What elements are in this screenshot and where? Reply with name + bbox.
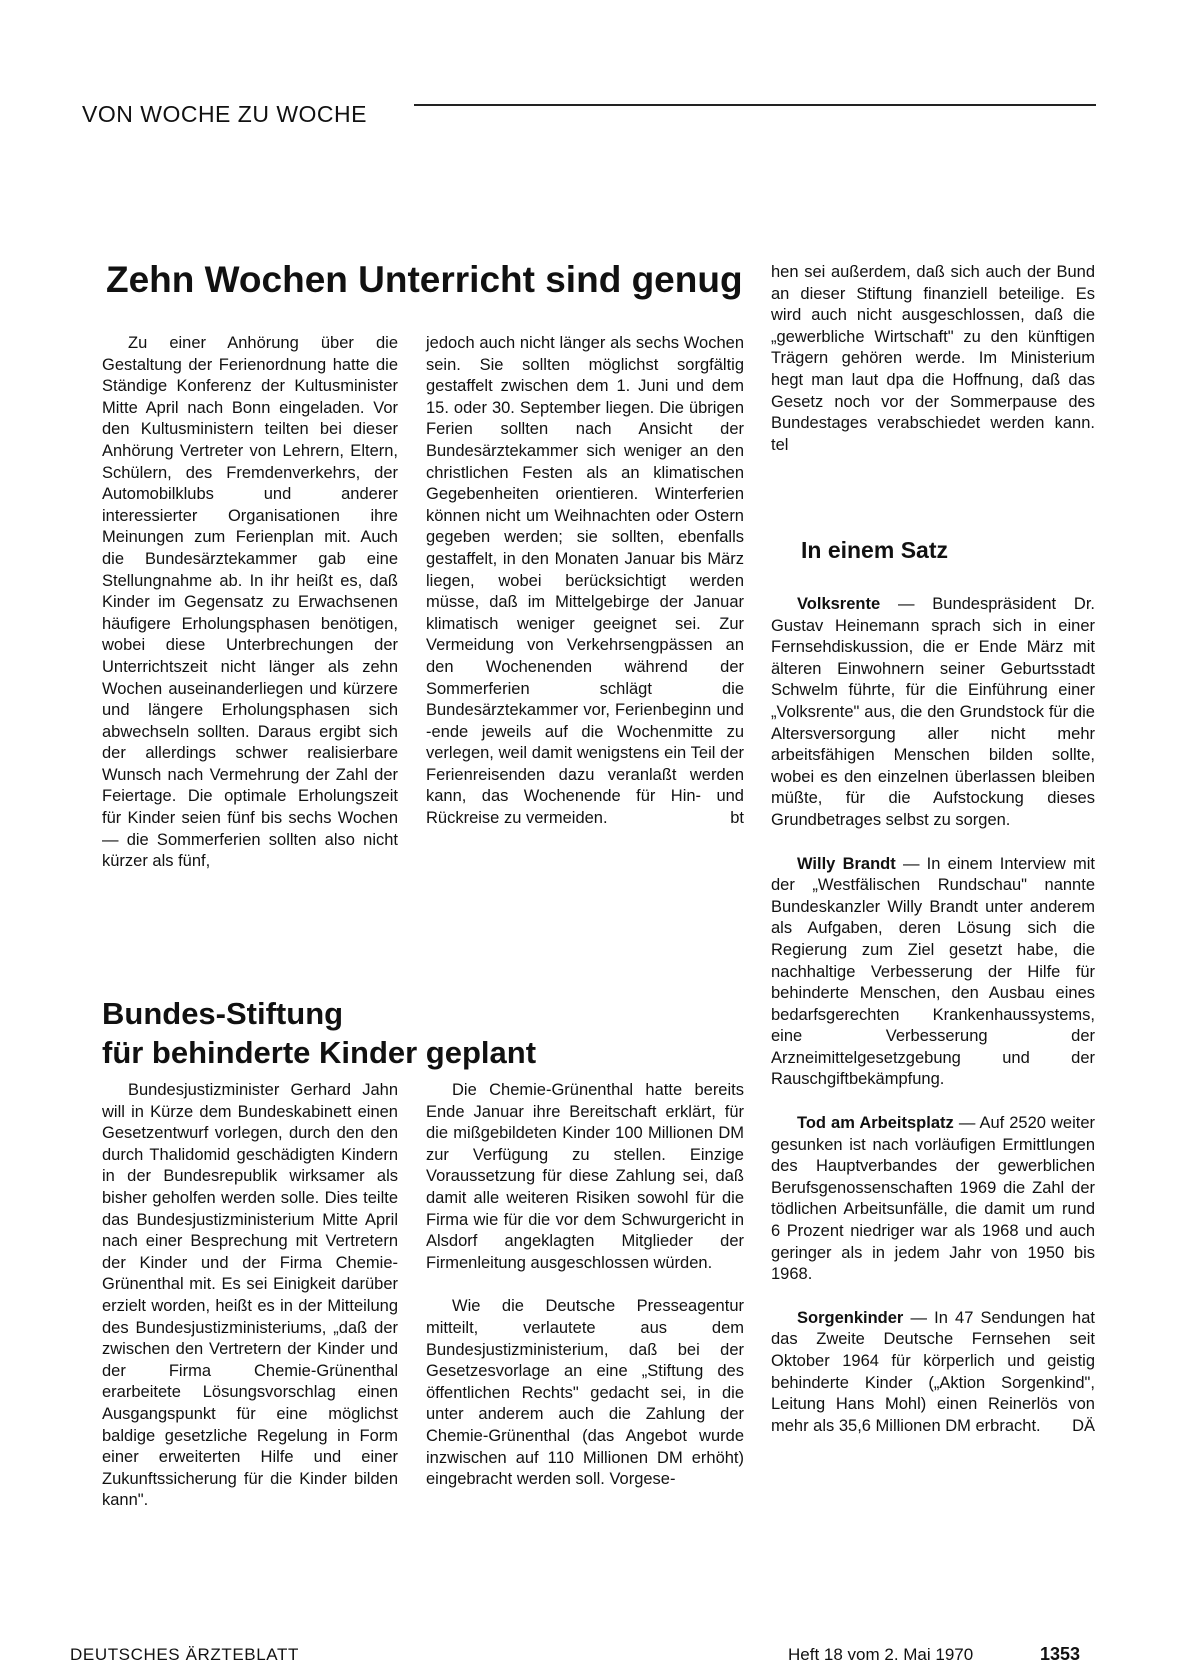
article2-column-1 [102,1080,398,1512]
news-item [771,1308,1095,1438]
article2-column-2 [426,1080,744,1491]
article1-col1-text: Zu einer Anhörung über die Gestaltung der Ferienordnung hatte die Ständige Konferenz der Kultusminister Mitte April nach Bonn eingeladen. Vor den Kultusministern teilten bei dieser Anhörung Vertreter von Lehrern, Eltern, Schülern, des Fremdenverkehrs, der Automobilklubs und anderer interessierter Organisationen ihre Meinungen zum Ferienplan mit. Auch die Bundesärztekammer gab eine Stellungnahme ab. In ihr heißt es, daß Kinder im Gegensatz zu Erwachsenen häufigere Erholungsphasen benötigen, wobei diese Unterbrechungen der Unterrichtszeit nicht länger als zehn Wochen auseinanderliegen und kürzere und längere Erholungsphasen sich abwechseln sollten. Daraus ergibt sich der allerdings schwer realisierbare Wunsch nach Vermehrung der Zahl der Feiertage. Die optimale Erholungszeit für Kinder seien fünf bis sechs Wochen — die Sommerferien sollten also nicht kürzer als fünf, [102,334,398,871]
article2-title-line2: für behinderte Kinder geplant [102,1035,537,1070]
article2-column-3 [771,262,1095,456]
article2-col2-p2: Wie die Deutsche Presseagentur mitteilt, verlautete aus dem Bundesjustizministerium, daß bei der Gesetzesvorlage an eine „Stiftung des öffentlichen Rechts" gedacht sei, in die unter anderem auch die Zahlung der Chemie-Grünenthal (das Angebot wurde inzwischen auf 110 Millionen DM erhöht) eingebracht werden soll. Vorgese- [426,1297,744,1489]
page-number: 1353 [1040,1644,1081,1664]
footer-journal: DEUTSCHES ÄRZTEBLATT [70,1645,299,1664]
rubric-rule [414,104,1096,106]
news-item-keyword: Sorgenkinder [797,1308,904,1327]
article1-col2-text: jedoch auch nicht länger als sechs Wochen sein. Sie sollten möglichst sorgfältig gestaffelt zwischen dem 1. Juni und dem 15. oder 30. September liegen. Die übrigen Ferien sollten nach Ansicht der Bundesärztekammer sich weniger an den christlichen Festen als an klimatischen Gegebenheiten orientieren. Winterferien können nicht um Weihnachten oder Ostern gegeben werden; sie sollten, ebenfalls gestaffelt, in den Monaten Januar bis März liegen, wobei berücksichtigt werden müsse, daß im Mittelgebirge der Januar klimatisch weniger geeignet sei. Zur Vermeidung von Verkehrsengpässen an den Wochenenden während der Sommerferien schlägt die Bundesärztekammer vor, Ferienbeginn und -ende jeweils auf die Wochenmitte zu verlegen, weil damit wenigstens ein Teil der Ferienreisenden dazu veranlaßt werden kann, das Wochenende für Hin- und Rückreise zu vermeiden. bt [426,333,744,830]
article1-column-2 [426,333,744,830]
news-item-text: — Auf 2520 weiter gesunken ist nach vorläufigen Ermittlungen des Hauptverbandes der gewerblichen Berufsgenossenschaften 1969 die Zahl der tödlichen Arbeitsunfälle, die damit um rund 6 Prozent niedriger war als 1968 und auch geringer als in jedem Jahr von 1950 bis 1968. [771,1114,1095,1284]
article1-author: bt [730,809,744,828]
news-item-keyword: Volksrente [797,595,881,613]
news-item [771,594,1095,832]
news-item-keyword: Tod am Arbeitsplatz [797,1114,954,1133]
section-rubric: VON WOCHE ZU WOCHE [82,101,367,127]
news-item-keyword: Willy Brandt [797,854,896,873]
news-item [771,1113,1095,1286]
article2-title [102,994,536,1072]
news-item-text: — In einem Interview mit der „Westfälischen Rundschau" nannte Bundeskanzler Willy Brandt unter anderem als Aufgaben, deren Lösung sich die Regierung zum Ziel gesetzt habe, die nachhaltige Verbesserung der Hilfe für behinderte Menschen, den Ausbau eines bedarfsgerechten Krankenhaussystems, eine Verbesserung der Arzneimittelgesetzgebung und der Rauschgiftbekämpfung. [771,854,1095,1089]
article2-title-line1: Bundes-Stiftung [102,996,344,1031]
footer-issue: Heft 18 vom 2. Mai 1970 [788,1645,974,1664]
article1-column-1 [102,333,398,873]
article2-col1-text: Bundesjustizminister Gerhard Jahn will in Kürze dem Bundeskabinett einen Gesetzentwurf vorlegen, durch den den durch Thalidomid geschädigten Kindern in der Bundesrepublik wirksamer als bisher geholfen werden solle. Dies teilte das Bundesjustizministerium Mitte April nach einer Besprechung mit Vertretern der Kinder und der Firma Chemie-Grünenthal mit. Es sei Einigkeit darüber erzielt worden, heißt es in der Mitteilung des Bundesjustizministeriums, „daß der zwischen den Vertretern der Kinder und der Firma Chemie-Grünenthal erarbeitete Lösungsvorschlag einen Ausgangspunkt für eine möglichst baldige gesetzliche Regelung in Form einer erweiterten Hilfe und einer Zukunftssicherung für die Kinder bilden kann". [102,1081,398,1510]
in-einem-satz-author: DÄ [1072,1416,1095,1435]
news-item-text: — Bundespräsident Dr. Gustav Heinemann sprach sich in einer Fernsehdiskussion, die er Ende März mit älteren Einwohnern seiner Geburtsstadt Schwelm führte, für die Einführung einer „Volksrente" aus, die den Grundstock für die Altersversorgung aller nicht mehr arbeitsfähigen Menschen bilden sollte, wobei es den einzelnen überlassen bleiben müßte, für die Aufstockung dieses Grundbetrages selbst zu sorgen. [771,595,1095,829]
article1-title: Zehn Wochen Unterricht sind genug [106,259,743,300]
news-item-text: — In 47 Sendungen hat das Zweite Deutsche Fernsehen seit Oktober 1964 für körperlich und geistig behinderte Kinder („Aktion Sorgenkind", Leitung Hans Mohl) einen Reinerlös von mehr als 35,6 Millionen DM erbracht. [771,1308,1095,1435]
article2-col3-text: hen sei außerdem, daß sich auch der Bund an dieser Stiftung finanziell beteilige. Es wird auch nicht ausgeschlossen, daß die „gewerbliche Wirtschaft" zu den künftigen Trägern gehören werde. Im Ministerium hegt man laut dpa die Hoffnung, daß das Gesetz noch vor der Sommerpause des Bundestages verabschiedet werden kann. tel [771,263,1095,454]
in-einem-satz-title: In einem Satz [801,537,948,563]
news-item [771,854,1095,1092]
in-einem-satz-column [771,594,1095,1437]
article2-col2-p1: Die Chemie-Grünenthal hatte bereits Ende Januar ihre Bereitschaft erklärt, für die mißgebildeten Kinder 100 Millionen DM zur Verfügung zu stellen. Einzige Voraussetzung für diese Zahlung sei, daß damit alle weiteren Risiken sowohl für die Firma wie für die vor dem Schwurgericht in Alsdorf angeklagten Mitglieder der Firmenleitung ausgeschlossen würden. [426,1081,744,1272]
article2-author: tel [771,435,789,454]
